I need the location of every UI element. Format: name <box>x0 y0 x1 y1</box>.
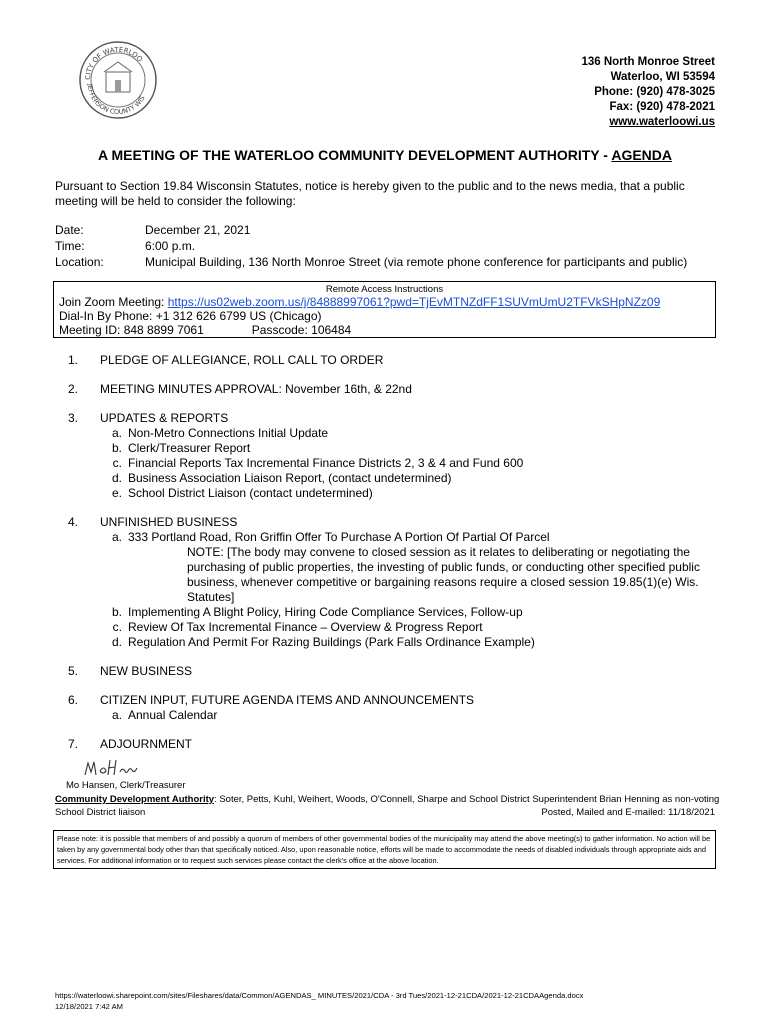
subitem-text: Annual Calendar <box>128 708 218 722</box>
subitem-text: School District Liaison (contact undetermined) <box>128 486 373 500</box>
location-value: Municipal Building, 136 North Monroe Street (via remote phone conference for participants and public) <box>145 255 688 269</box>
zoom-label: Join Zoom Meeting: <box>59 295 168 309</box>
agenda-item-2: 2. MEETING MINUTES APPROVAL: November 16th, & 22nd <box>67 382 412 396</box>
passcode: Passcode: 106484 <box>251 323 352 337</box>
remote-access-box <box>53 281 716 338</box>
address-street: 136 North Monroe Street <box>581 56 715 68</box>
subitem-text: Regulation And Permit For Razing Buildings (Park Falls Ordinance Example) <box>128 635 535 649</box>
distribution-list <box>55 793 725 819</box>
dialin-line: Dial-In By Phone: +1 312 626 6799 US (Chicago) <box>59 309 322 323</box>
agenda-item-text: ADJOURNMENT <box>100 737 192 751</box>
agenda-item-1: 1. PLEDGE OF ALLEGIANCE, ROLL CALL TO ORDER <box>67 353 384 367</box>
svg-text:CITY OF WATERLOO: CITY OF WATERLOO <box>83 45 144 81</box>
agenda-item-text: NEW BUSINESS <box>100 664 193 678</box>
subitem-text: Implementing A Blight Policy, Hiring Code Compliance Services, Follow-up <box>128 605 523 619</box>
meeting-info <box>55 222 687 270</box>
agenda-item-text: PLEDGE OF ALLEGIANCE, ROLL CALL TO ORDER <box>100 353 384 367</box>
agenda-list <box>55 353 725 766</box>
location-label: Location: <box>55 255 104 269</box>
subitem-text: Review Of Tax Incremental Finance – Overview & Progress Report <box>128 620 483 634</box>
date-value: December 21, 2021 <box>145 223 251 237</box>
subitem-text: 333 Portland Road, Ron Griffin Offer To Purchase A Portion Of Partial Of Parcel <box>128 530 550 544</box>
title-agenda: AGENDA <box>611 147 672 163</box>
address-phone: Phone: (920) 478-3025 <box>594 86 715 98</box>
agenda-item-text: CITIZEN INPUT, FUTURE AGENDA ITEMS AND ANNOUNCEMENTS <box>100 693 475 707</box>
address-block <box>581 55 715 130</box>
intro-paragraph: Pursuant to Section 19.84 Wisconsin Statutes, notice is hereby given to the public and to the news media, that a public meeting will be held to consider the following: <box>55 179 685 208</box>
distribution-label: Community Development Authority <box>55 794 215 805</box>
agenda-item-text: MEETING MINUTES APPROVAL: November 16th, & 22nd <box>100 382 412 396</box>
date-label: Date: <box>55 223 84 237</box>
title-main: A MEETING OF THE WATERLOO COMMUNITY DEVELOPMENT AUTHORITY - <box>97 147 612 163</box>
agenda-item-text: UNFINISHED BUSINESS <box>100 515 238 529</box>
meeting-id: Meeting ID: 848 8899 7061 <box>59 323 204 337</box>
zoom-link[interactable]: https://us02web.zoom.us/j/84888997061?pwd=TjEvMTNZdFF1SUVmUmU2TFVkSHpNZz09 <box>167 295 661 309</box>
disclaimer-box: Please note: it is possible that members of and possibly a quorum of members of other governmental bodies of the municipality may attend the above meeting(s) to gather information. No action will be taken by any governmental body other than that specifically noticed. Also, upon reasonable notice, efforts will be made to accommodate the needs of disabled individuals through appropriate aids and services. For additional information or to request such services please contact the clerk's office at the above location. <box>53 830 716 869</box>
agenda-item-6: 6. CITIZEN INPUT, FUTURE AGENDA ITEMS AND ANNOUNCEMENTS a. Annual Calendar <box>67 693 475 722</box>
svg-text:JEFFERSON COUNTY WIS: JEFFERSON COUNTY WIS <box>85 83 147 117</box>
closed-session-note: NOTE: [The body may convene to closed session as it relates to deliberating or negotiating the purchasing of public properties, the investing of public funds, or conducting other specified public business, whenever competitive or bargaining reasons require a closed session 19.85(1)(e) Wis. Statutes] <box>187 545 700 604</box>
file-path: https://waterloowi.sharepoint.com/sites/Fileshares/data/Common/AGENDAS_ MINUTES/2021/CDA - 3rd Tues/2021-12-21CDA/2021-12-21CDAAgenda.docx <box>55 991 584 1000</box>
subitem-text: Clerk/Treasurer Report <box>128 441 251 455</box>
page-title <box>0 147 770 163</box>
agenda-item-7: 7. ADJOURNMENT <box>67 737 192 751</box>
footer <box>55 990 583 1012</box>
city-seal-logo <box>78 40 158 120</box>
remote-heading: Remote Access Instructions <box>325 284 444 295</box>
print-timestamp: 12/18/2021 7:42 AM <box>55 1002 123 1011</box>
distribution-members: : Soter, Petts, Kuhl, Weihert, Woods, O'Connell, Sharpe and School District Superintendent Brian Henning as non-voting School District liaison <box>55 794 720 818</box>
time-value: 6:00 p.m. <box>145 239 196 253</box>
handwritten-signature <box>82 757 142 779</box>
posted-date: Posted, Mailed and E-mailed: 11/18/2021 <box>541 807 715 818</box>
agenda-item-5: 5. NEW BUSINESS <box>67 664 193 678</box>
subitem-text: Business Association Liaison Report, (contact undetermined) <box>128 471 452 485</box>
subitem-text: Financial Reports Tax Incremental Finance Districts 2, 3 & 4 and Fund 600 <box>128 456 524 470</box>
agenda-item-text: UPDATES & REPORTS <box>100 411 229 425</box>
agenda-item-3: 3. UPDATES & REPORTS a. Non-Metro Connections Initial Update b. Clerk/Treasurer Report c. Financial Reports Tax Incremental Finance Districts 2, 3 & 4 and Fund 600 d. Business Association Liaison Report, (contact undetermined) e. School District Liaison (contact undetermined) <box>67 411 524 500</box>
time-label: Time: <box>55 239 85 253</box>
website-link[interactable]: www.waterloowi.us <box>609 116 715 128</box>
clerk-name: Mo Hansen, Clerk/Treasurer <box>66 780 186 791</box>
agenda-item-4: 4. UNFINISHED BUSINESS a. 333 Portland Road, Ron Griffin Offer To Purchase A Portion Of Partial Of Parcel NOTE: [The body may convene to closed session as it relates to deliberating or negotiating the purchasing of public properties, the investing of public funds, or conducting other specified public business, whenever competitive or bargaining reasons require a closed session 19.85(1)(e) Wis. Statutes] b. Implementing A Blight Policy, Hiring Code Compliance Services, Follow-up c. Review Of Tax Incremental Finance – Overview & Progress Report d. Regulation And Permit For Razing Buildings (Park Falls Ordinance Example) <box>55 515 725 650</box>
address-city: Waterloo, WI 53594 <box>610 71 715 83</box>
subitem-text: Non-Metro Connections Initial Update <box>128 426 329 440</box>
address-fax: Fax: (920) 478-2021 <box>609 101 715 113</box>
